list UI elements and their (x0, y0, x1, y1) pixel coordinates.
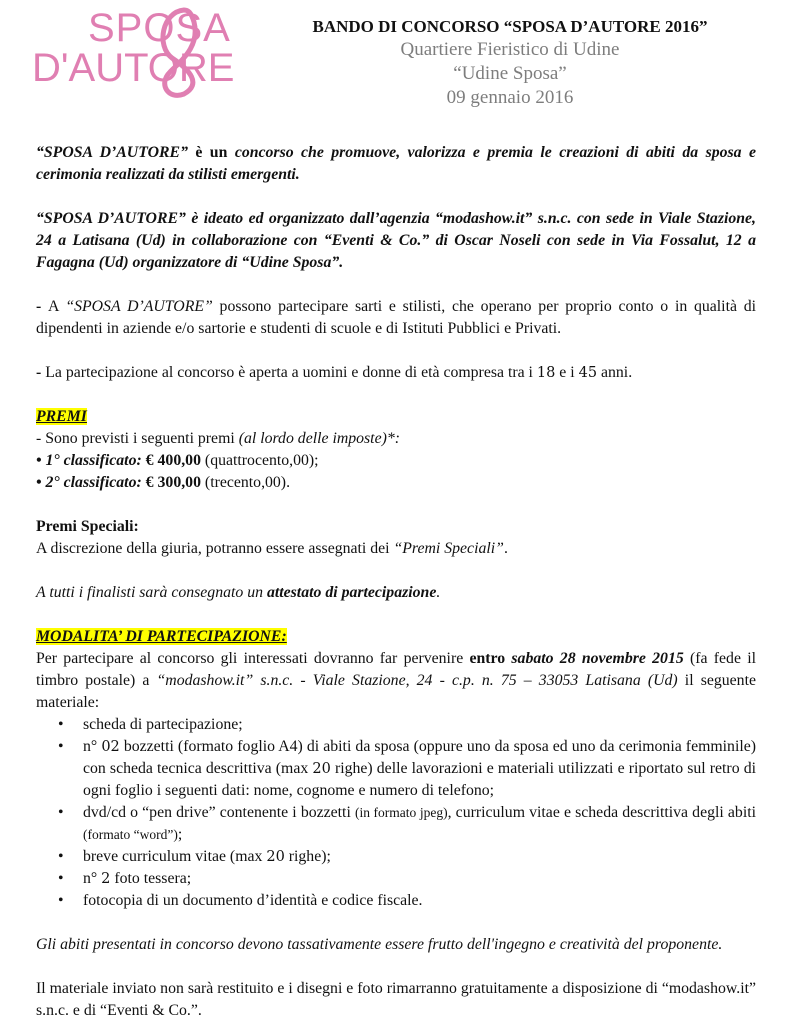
modalita-heading: MODALITA’ DI PARTECIPAZIONE: (36, 628, 287, 645)
logo-line2: D'AUTORE (32, 46, 235, 90)
intro-paragraph-1: “SPOSA D’AUTORE” è un concorso che promuove, valorizza e premia le creazioni di abiti da sposa e cerimonia realizzati da stilisti emergenti. (36, 144, 756, 183)
closing-paragraph-1: Gli abiti presentati in concorso devono tassativamente essere frutto dell'ingegno e creatività del proponente. (36, 936, 723, 953)
date-line: 09 gennaio 2016 (446, 87, 574, 108)
logo-line1: SPOSA (88, 6, 231, 50)
event-line: “Udine Sposa” (453, 63, 567, 84)
premi-intro: - Sono previsti i seguenti premi (al lordo delle imposte)*: (36, 430, 401, 447)
venue-line: Quartiere Fieristico di Udine (400, 39, 620, 60)
second-prize: • 2° classificato: € 300,00 (trecento,00). (36, 474, 291, 491)
document-title: BANDO DI CONCORSO “SPOSA D’AUTORE 2016” (312, 17, 708, 36)
list-item: • scheda di partecipazione; (58, 716, 243, 733)
intro-paragraph-2: “SPOSA D’AUTORE” è ideato ed organizzato dall’agenzia “modashow.it” s.n.c. con sede in Viale Stazione, 24 a Latisana (Ud) in collaborazione con “Eventi & Co.” di Oscar Noseli con sede in Via Fossalut, 12 a Fagagna (Ud) organizzatore di “Udine Sposa”. (36, 210, 756, 271)
list-item: • n° 02 bozzetti (formato foglio A4) di abiti da sposa (oppure uno da sposa ed uno da cerimonia femminile) con scheda tecnica descrittiva (max 20 righe) delle lavorazioni e materiali utilizzati e riportato sul retro di ogni foglio i seguenti dati: nome, cognome e numero di telefono; (58, 738, 756, 799)
modalita-paragraph: Per partecipare al concorso gli interessati dovranno far pervenire entro sabato 28 novembre 2015 (fa fede il timbro postale) a “modashow.it” s.n.c. - Viale Stazione, 24 - c.p. n. 75 – 33053 Latisana (Ud) il seguente materiale: (36, 650, 757, 711)
materials-list (36, 714, 756, 912)
list-item: • breve curriculum vitae (max 20 righe); (58, 848, 331, 865)
sposa-dautore-logo (32, 6, 242, 98)
list-item: • dvd/cd o “pen drive” contenente i bozzetti (in formato jpeg), curriculum vitae e scheda descrittiva degli abiti (formato “word”); (58, 804, 756, 843)
finalisti-paragraph: A tutti i finalisti sarà consegnato un attestato di partecipazione. (36, 584, 441, 601)
list-item: • fotocopia di un documento d’identità e codice fiscale. (58, 892, 423, 909)
premi-heading: PREMI (36, 408, 87, 425)
premi-speciali-text: A discrezione della giuria, potranno essere assegnati dei “Premi Speciali”. (36, 540, 508, 557)
list-item: • n° 2 foto tessera; (58, 870, 192, 887)
closing-paragraph-2: Il materiale inviato non sarà restituito e i disegni e foto rimarranno gratuitamente a disposizione di “modashow.it” s.n.c. e di “Eventi & Co.”. (36, 980, 756, 1019)
eligibility-paragraph: - A “SPOSA D’AUTORE” possono partecipare sarti e stilisti, che operano per proprio conto o in qualità di dipendenti in aziende e/o sartorie e studenti di scuole e di Istituti Pubblici e Privati. (36, 298, 757, 337)
document-header (270, 16, 750, 110)
premi-speciali-heading: Premi Speciali: (36, 518, 139, 535)
age-paragraph: - La partecipazione al concorso è aperta a uomini e donne di età compresa tra i 18 e i 45 anni. (36, 364, 633, 381)
document-body (36, 142, 756, 1022)
first-prize: • 1° classificato: € 400,00 (quattrocento,00); (36, 452, 319, 469)
